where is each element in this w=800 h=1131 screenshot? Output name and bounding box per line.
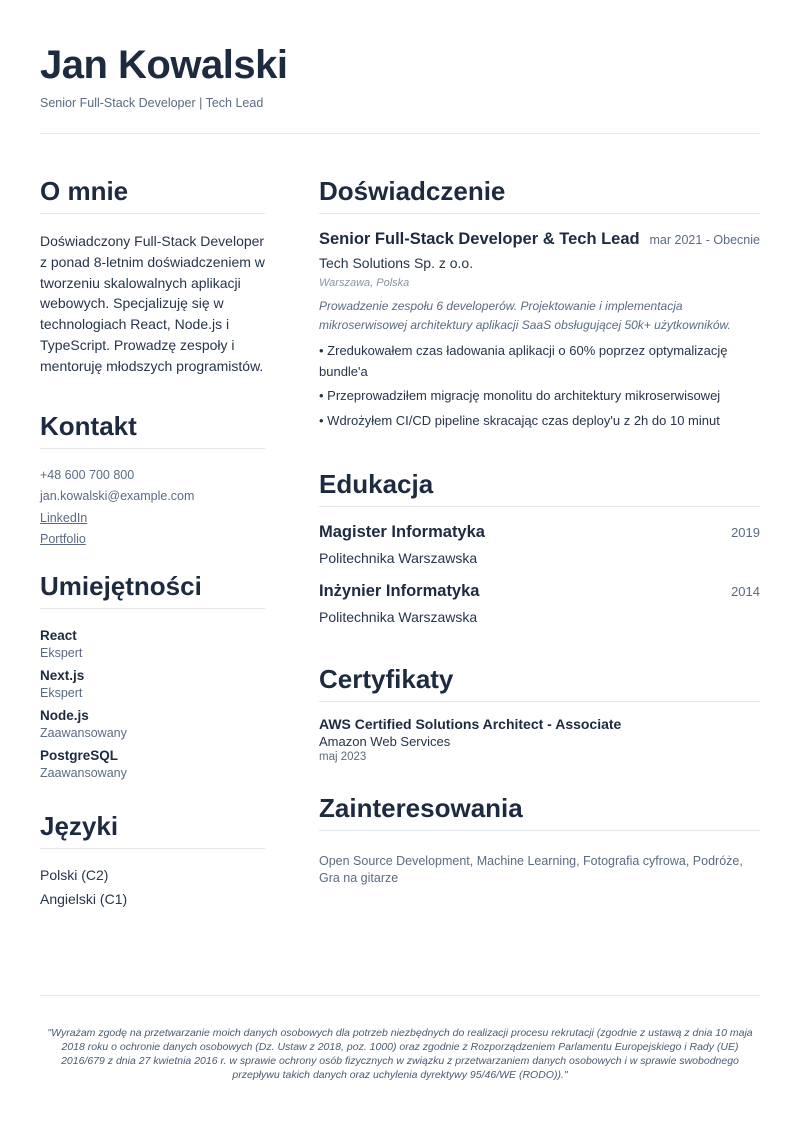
skill-level: Ekspert xyxy=(40,645,83,660)
about-text: Doświadczony Full-Stack Developer z ponad 8-letnim doświadczeniem w tworzeniu skalowalnych aplikacji webowych. Specjalizuję się w technologiach React, Node.js i TypeScript. Prowadzę zespoły i mentoruję młodszych programistów. xyxy=(40,233,265,374)
job-header xyxy=(319,230,760,249)
education-year: 2019 xyxy=(731,525,760,540)
experience-heading: Doświadczenie xyxy=(319,175,760,214)
education-heading: Edukacja xyxy=(319,468,760,507)
skill-name: React xyxy=(40,627,77,643)
skills-list xyxy=(40,626,265,782)
about-section xyxy=(40,175,265,377)
skills-heading: Umiejętności xyxy=(40,570,265,609)
language-item: Polski (C2) xyxy=(40,866,109,883)
experience-section xyxy=(319,175,760,431)
achievement-item: • Wdrożyłem CI/CD pipeline skracając czas deploy'u z 2h do 10 minut xyxy=(319,411,760,432)
gdpr-clause: "Wyrażam zgodę na przetwarzanie moich danych osobowych dla potrzeb niezbędnych do realizacji procesu rekrutacji (zgodnie z ustawą z dnia 10 maja 2018 roku o ochronie danych osobowych (Dz. Ustaw z 2018, poz. 1000) oraz zgodnie z Rozporządzeniem Parlamentu Europejskiego i Rady (UE) 2016/679 z dnia 27 kwietnia 2016 r. w sprawie ochrony osób fizycznych w związku z przetwarzaniem danych osobowych i w sprawie swobodnego przepływu takich danych oraz uchylenia dyrektywy 95/46/WE (RODO))." xyxy=(47,1026,753,1082)
interests-text: Open Source Development, Machine Learning, Fotografia cyfrowa, Podróże, Gra na gitarze xyxy=(319,854,743,885)
certificate-name: AWS Certified Solutions Architect - Associate xyxy=(319,716,622,732)
footer-divider xyxy=(40,995,760,996)
languages-heading: Języki xyxy=(40,810,265,849)
about-heading: O mnie xyxy=(40,175,265,214)
contact-list xyxy=(40,465,265,551)
full-name: Jan Kowalski xyxy=(40,43,288,87)
skill-level: Zaawansowany xyxy=(40,725,127,740)
job-description: Prowadzenie zespołu 6 developerów. Projektowanie i implementacja mikroserwisowej architektury aplikacji SaaS obsługującej 50k+ użytkowników. xyxy=(319,299,731,332)
achievements-list xyxy=(319,341,760,431)
education-header xyxy=(319,523,760,542)
certificate-date: maj 2023 xyxy=(319,751,367,763)
education-item xyxy=(319,582,760,625)
contact-email: jan.kowalski@example.com xyxy=(40,489,195,504)
skill-item xyxy=(40,706,265,742)
job-location: Warszawa, Polska xyxy=(319,277,410,289)
portfolio-link[interactable]: Portfolio xyxy=(40,532,86,547)
achievement-item: • Zredukowałem czas ładowania aplikacji o 60% poprzez optymalizację bundle'a xyxy=(319,341,760,382)
education-degree: Inżynier Informatyka xyxy=(319,582,480,600)
education-degree: Magister Informatyka xyxy=(319,523,485,541)
interests-heading: Zainteresowania xyxy=(319,792,760,831)
education-item xyxy=(319,523,760,566)
contact-section xyxy=(40,410,265,551)
skill-level: Ekspert xyxy=(40,685,83,700)
job-entry xyxy=(319,230,760,431)
achievement-item: • Przeprowadziłem migrację monolitu do architektury mikroserwisowej xyxy=(319,386,760,407)
job-headline: Senior Full-Stack Developer | Tech Lead xyxy=(40,96,264,110)
education-school: Politechnika Warszawska xyxy=(319,550,478,566)
company-name: Tech Solutions Sp. z o.o. xyxy=(319,255,474,271)
skill-name: Node.js xyxy=(40,707,89,723)
contact-heading: Kontakt xyxy=(40,410,265,449)
skill-name: Next.js xyxy=(40,667,85,683)
left-column xyxy=(40,175,265,911)
certificates-heading: Certyfikaty xyxy=(319,663,760,702)
contact-phone: +48 600 700 800 xyxy=(40,467,135,482)
linkedin-link[interactable]: LinkedIn xyxy=(40,510,88,525)
skill-item xyxy=(40,666,265,702)
education-year: 2014 xyxy=(731,584,760,599)
education-school: Politechnika Warszawska xyxy=(319,609,478,625)
job-title: Senior Full-Stack Developer & Tech Lead xyxy=(319,230,640,248)
education-header xyxy=(319,582,760,601)
header-divider xyxy=(40,133,760,134)
skills-section xyxy=(40,570,265,782)
languages-list xyxy=(40,863,265,911)
skill-item xyxy=(40,626,265,662)
interests-section xyxy=(319,792,760,887)
skill-level: Zaawansowany xyxy=(40,765,127,780)
education-section xyxy=(319,468,760,625)
skill-item xyxy=(40,746,265,782)
certificates-section xyxy=(319,663,760,763)
right-column xyxy=(319,175,760,887)
languages-section xyxy=(40,810,265,911)
job-date: mar 2021 - Obecnie xyxy=(649,233,760,247)
resume-header xyxy=(40,40,760,110)
certificate-issuer: Amazon Web Services xyxy=(319,734,451,749)
skill-name: PostgreSQL xyxy=(40,747,119,763)
language-item: Angielski (C1) xyxy=(40,890,128,907)
